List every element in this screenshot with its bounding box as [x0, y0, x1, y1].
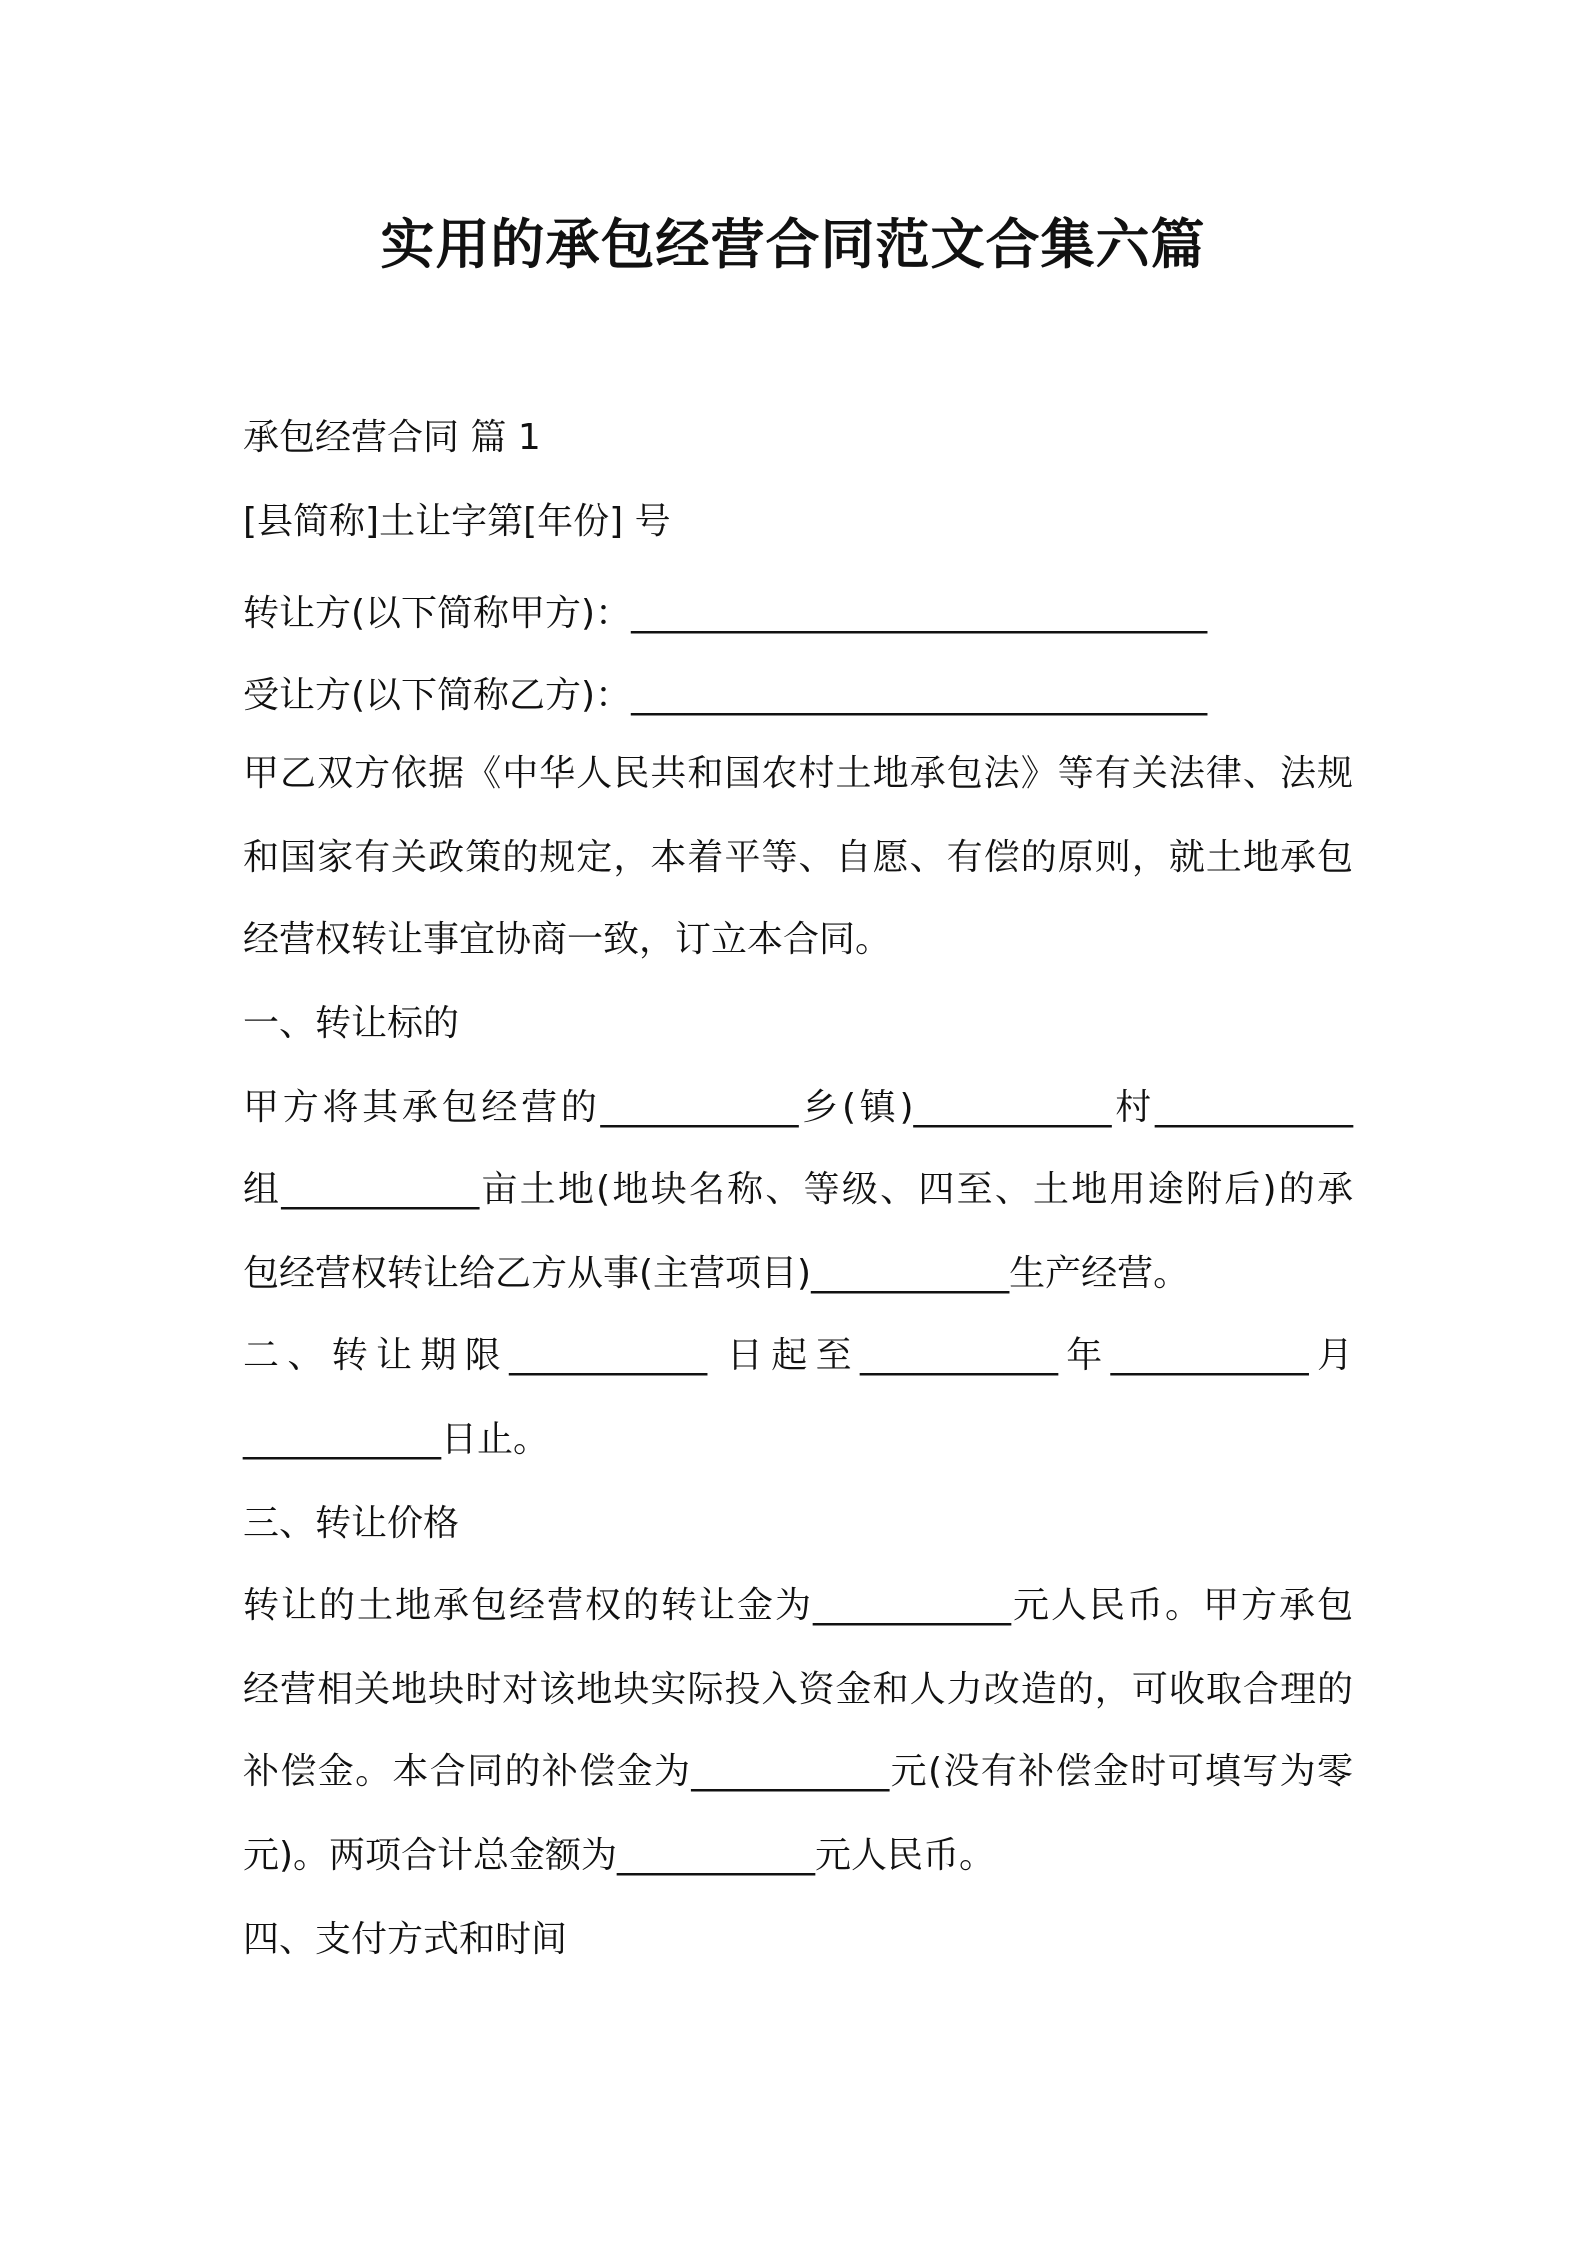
- paragraph-line: 组___________亩土地(地块名称、等级、四至、土地用途附后)的承: [243, 1169, 1353, 1210]
- paragraph-line: 甲方将其承包经营的___________乡(镇)___________村___________: [243, 1087, 1353, 1128]
- document-number-line: [县简称]土让字第[年份] 号: [243, 501, 671, 542]
- paragraph-line: 转让的土地承包经营权的转让金为___________元人民币。甲方承包: [243, 1585, 1353, 1626]
- paragraph-line: 经营相关地块时对该地块实际投入资金和人力改造的，可收取合理的: [243, 1669, 1353, 1710]
- paragraph-line: 甲乙双方依据《中华人民共和国农村土地承包法》等有关法律、法规: [243, 753, 1353, 794]
- paragraph-line: 经营权转让事宜协商一致，订立本合同。: [243, 919, 892, 960]
- paragraph-line: ___________日止。: [243, 1419, 550, 1460]
- section-heading: 一、转让标的: [243, 1003, 460, 1044]
- document-title: 实用的承包经营合同范文合集六篇: [380, 213, 1206, 276]
- paragraph-line: 和国家有关政策的规定，本着平等、自愿、有偿的原则，就土地承包: [243, 837, 1353, 878]
- section-heading: 三、转让价格: [243, 1503, 460, 1544]
- section-heading-term: 二、转让期限___________ 日起至___________年___________月: [243, 1335, 1353, 1376]
- paragraph-line: 包经营权转让给乙方从事(主营项目)___________生产经营。: [243, 1253, 1190, 1294]
- section-heading-contract-1: 承包经营合同 篇 1: [243, 417, 541, 458]
- transferor-line: 转让方(以下简称甲方)：________________________________: [243, 593, 1208, 634]
- paragraph-line: 元)。两项合计总金额为___________元人民币。: [243, 1835, 996, 1876]
- section-heading: 四、支付方式和时间: [243, 1919, 568, 1960]
- paragraph-line: 补偿金。本合同的补偿金为___________元(没有补偿金时可填写为零: [243, 1751, 1353, 1792]
- transferee-line: 受让方(以下简称乙方)：________________________________: [243, 675, 1208, 716]
